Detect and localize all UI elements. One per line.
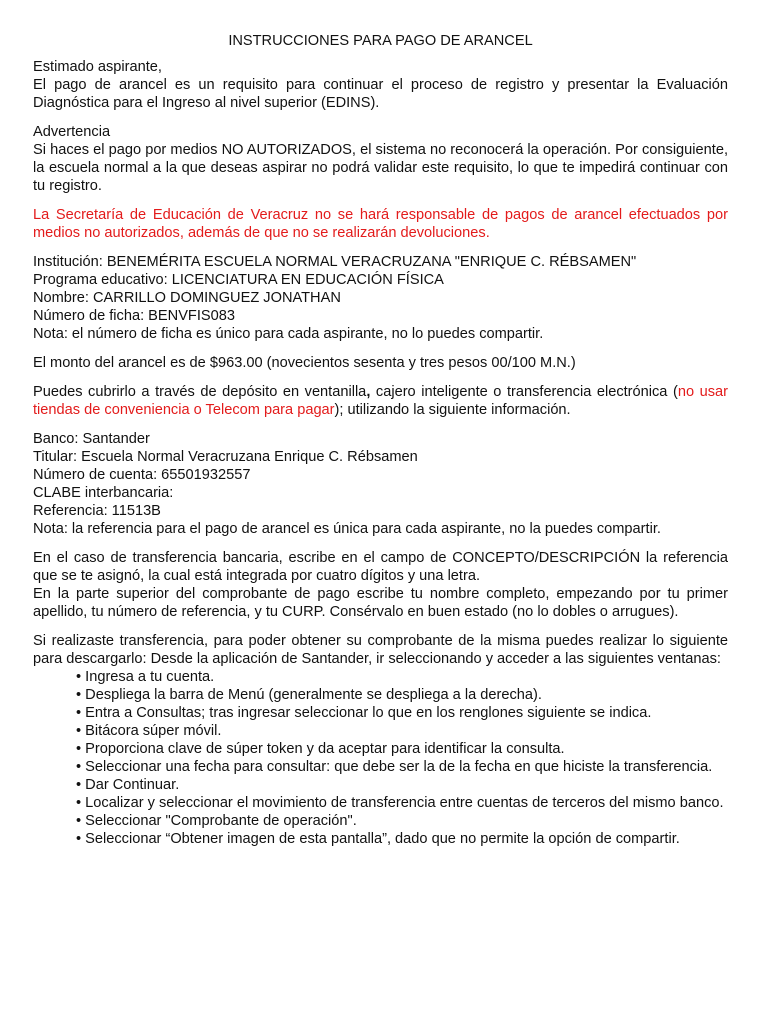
warning-paragraph: Si haces el pago por medios NO AUTORIZADOS, el sistema no reconocerá la operación. Por consiguiente, la escuela normal a la que deseas aspirar no podrá validar este requisito, lo que te impedirá continuar con tu registro. — [33, 142, 728, 194]
warning-heading: Advertencia — [33, 124, 111, 140]
reference-line: Referencia: 11513B — [33, 503, 161, 519]
list-item: • Proporciona clave de súper token y da aceptar para identificar la consulta. — [76, 741, 565, 757]
document-title: INSTRUCCIONES PARA PAGO DE ARANCEL — [228, 33, 533, 49]
list-item: • Seleccionar "Comprobante de operación". — [76, 813, 357, 829]
clabe-line: CLABE interbancaria: — [33, 485, 174, 501]
transfer-concept-paragraph: En el caso de transferencia bancaria, escribe en el campo de CONCEPTO/DESCRIPCIÓN la referencia que se te asignó, la cual está integrada por cuatro dígitos y una letra. — [33, 550, 728, 584]
list-item: • Seleccionar “Obtener imagen de esta pantalla”, dado que no permite la opción de compartir. — [76, 831, 680, 847]
holder-line: Titular: Escuela Normal Veracruzana Enrique C. Rébsamen — [33, 449, 418, 465]
ficha-note: Nota: el número de ficha es único para cada aspirante, no lo puedes compartir. — [33, 326, 544, 342]
bank-line: Banco: Santander — [33, 431, 150, 447]
greeting: Estimado aspirante, — [33, 59, 162, 75]
payment-methods-text-1: Puedes cubrirlo a través de depósito en ventanilla — [33, 384, 367, 400]
list-item: • Bitácora súper móvil. — [76, 723, 222, 739]
name-line: Nombre: CARRILLO DOMINGUEZ JONATHAN — [33, 290, 341, 306]
list-item: • Ingresa a tu cuenta. — [76, 669, 215, 685]
download-intro-paragraph: Si realizaste transferencia, para poder obtener su comprobante de la misma puedes realizar lo siguiente para descargarlo: Desde la aplicación de Santander, ir seleccionando y acceder a las siguientes ventanas: — [33, 633, 728, 667]
program-line: Programa educativo: LICENCIATURA EN EDUCACIÓN FÍSICA — [33, 272, 444, 288]
payment-methods-paragraph — [33, 383, 728, 419]
payment-methods-text-3: ); utilizando la siguiente información. — [334, 402, 571, 418]
list-item: • Despliega la barra de Menú (generalmente se despliega a la derecha). — [76, 687, 542, 703]
payment-methods-comma: , — [366, 384, 371, 400]
account-line: Número de cuenta: 65501932557 — [33, 467, 251, 483]
intro-paragraph: El pago de arancel es un requisito para continuar el proceso de registro y presentar la Evaluación Diagnóstica para el Ingreso al nivel superior (EDINS). — [33, 77, 728, 111]
amount-line: El monto del arancel es de $963.00 (novecientos sesenta y tres pesos 00/100 M.N.) — [33, 355, 576, 371]
list-item: • Seleccionar una fecha para consultar: que debe ser la de la fecha en que hiciste la transferencia. — [76, 759, 713, 775]
receipt-instructions-paragraph: En la parte superior del comprobante de pago escribe tu nombre completo, empezando por tu primer apellido, tu número de referencia, y tu CURP. Consérvalo en buen estado (no lo dobles o arrugues). — [33, 586, 728, 620]
ficha-line: Número de ficha: BENVFIS083 — [33, 308, 235, 324]
payment-methods-red-note: no usar tiendas de conveniencia o Telecom para pagar — [33, 384, 728, 418]
reference-note: Nota: la referencia para el pago de arancel es única para cada aspirante, no la puedes compartir. — [33, 521, 661, 537]
steps-list — [33, 668, 728, 848]
payment-methods-text-2: cajero inteligente o transferencia electrónica ( — [370, 384, 678, 400]
institution-line: Institución: BENEMÉRITA ESCUELA NORMAL VERACRUZANA "ENRIQUE C. RÉBSAMEN" — [33, 254, 637, 270]
list-item: • Dar Continuar. — [76, 777, 180, 793]
red-notice: La Secretaría de Educación de Veracruz no se hará responsable de pagos de arancel efectuados por medios no autorizados, además de que no se realizarán devoluciones. — [33, 207, 728, 241]
list-item: • Entra a Consultas; tras ingresar seleccionar lo que en los renglones siguiente se indica. — [76, 705, 652, 721]
list-item: • Localizar y seleccionar el movimiento de transferencia entre cuentas de terceros del mismo banco. — [76, 795, 724, 811]
